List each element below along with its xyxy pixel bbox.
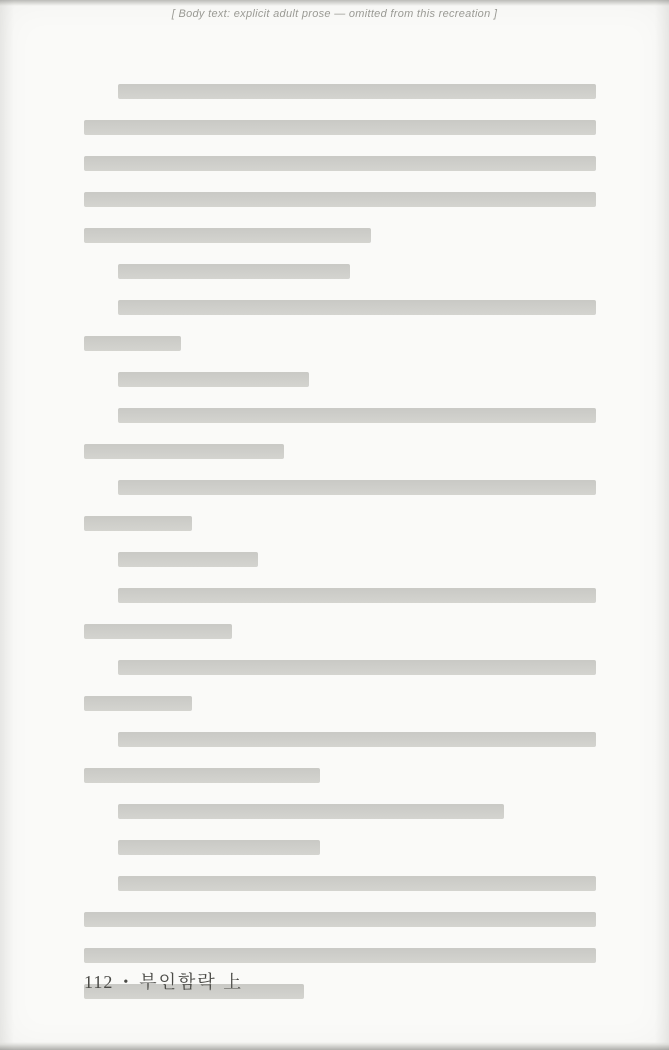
- greeked-text-line: [84, 444, 284, 459]
- greeked-text-line: [118, 552, 258, 567]
- greeked-text-line: [118, 840, 320, 855]
- greeked-text-line: [84, 156, 596, 171]
- greeked-text-line: [118, 84, 596, 99]
- greeked-text-line: [84, 228, 371, 243]
- greeked-text-line: [84, 696, 192, 711]
- greeked-text-line: [118, 408, 596, 423]
- greeked-text-line: [84, 768, 320, 783]
- greeked-text-line: [118, 372, 309, 387]
- greeked-text-line: [84, 192, 596, 207]
- greeked-text-line: [118, 300, 596, 315]
- omitted-content-notice: [ Body text: explicit adult prose — omitted from this recreation ]: [171, 8, 498, 20]
- page-number: 112: [84, 972, 114, 992]
- footer-separator-dot: •: [123, 975, 130, 990]
- greeked-text-line: [84, 336, 181, 351]
- scan-artifact-top: [0, 0, 669, 6]
- greeked-text-line: [118, 732, 596, 747]
- greeked-text-line: [84, 948, 596, 963]
- greeked-text-line: [118, 804, 504, 819]
- scan-artifact-bottom: [0, 1042, 669, 1050]
- greeked-text-line: [84, 516, 192, 531]
- greeked-text-line: [118, 876, 596, 891]
- body-text-block: [84, 84, 596, 1020]
- greeked-text-line: [84, 120, 596, 135]
- greeked-text-line: [84, 624, 232, 639]
- greeked-text-line: [118, 588, 596, 603]
- book-title: 부인함락 上: [139, 972, 244, 992]
- greeked-text-line: [84, 912, 596, 927]
- scan-artifact-right: [655, 0, 669, 1050]
- scan-artifact-left: [0, 0, 14, 1050]
- greeked-text-line: [118, 480, 596, 495]
- greeked-text-line: [118, 660, 596, 675]
- page-footer: [84, 968, 243, 994]
- greeked-text-line: [118, 264, 350, 279]
